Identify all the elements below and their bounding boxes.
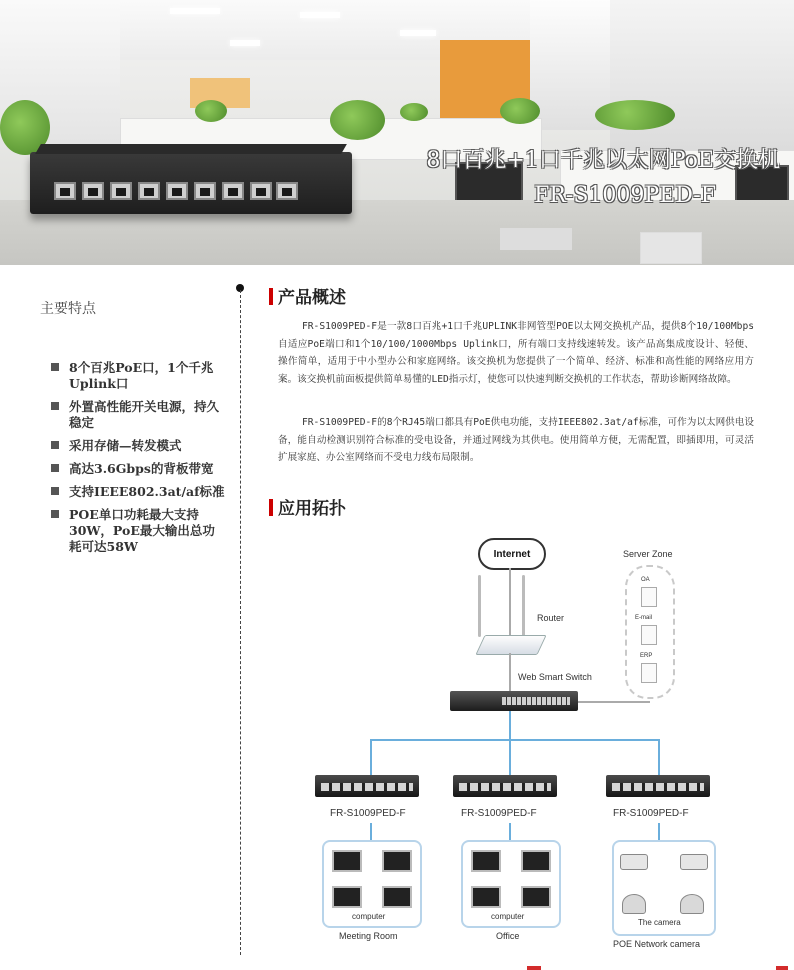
hero-banner xyxy=(0,0,794,265)
computer-icon xyxy=(471,886,501,908)
red-marker xyxy=(269,499,273,516)
rj45-port xyxy=(54,182,76,200)
ceiling-light xyxy=(230,40,260,46)
footer-accent xyxy=(776,966,788,970)
group-label: Meeting Room xyxy=(339,931,398,941)
rj45-port xyxy=(166,182,188,200)
topology-heading xyxy=(269,494,346,519)
dome-camera-icon xyxy=(680,894,704,914)
core-switch-label: Web Smart Switch xyxy=(518,672,592,682)
access-switch-device xyxy=(453,775,557,797)
link-line xyxy=(370,739,372,775)
link-line xyxy=(578,701,650,703)
overview-paragraph-1: FR-S1009PED-F是一款8口百兆+1口千兆UPLINK非网管型POE以太网交换机产品，提供8个10/100Mbps自适应PoE端口和1个10/100/1000Mbps Uplink口，所有端口支持线速转发。该产品高集成度设计、轻便、操作简单，适用于中小型办公和家庭网络。该交换机为您提供了一个简单、经济、标准和高性能的网络应用方案。该交换机前面板提供简单易懂的LED指示灯，使您可以快速判断交换机的工作状态，帮助诊断网络故障。 xyxy=(278,321,754,385)
features-list xyxy=(51,360,226,562)
feature-text: 高达3.6Gbps的背板带宽 xyxy=(69,461,214,476)
rj45-port xyxy=(222,182,244,200)
access-switch-label: FR-S1009PED-F xyxy=(613,808,689,819)
server-icon xyxy=(641,625,657,645)
computer-label: computer xyxy=(352,912,386,921)
access-switch-label: FR-S1009PED-F xyxy=(330,808,406,819)
link-line xyxy=(509,823,511,841)
topology-title: 应用拓扑 xyxy=(278,499,346,519)
access-switch-device xyxy=(315,775,419,797)
feature-item xyxy=(51,461,226,477)
ceiling-light xyxy=(400,30,436,36)
plant xyxy=(195,100,227,122)
link-line xyxy=(370,739,660,741)
square-bullet-icon xyxy=(51,464,59,472)
overview-paragraph-2: FR-S1009PED-F的8个RJ45端口都具有PoE供电功能，支持IEEE802.3at/af标准，可作为以太网供电设备，能自动检测识别符合标准的受电设备，并通过网线为其供电。使用简单方便，无需配置，即插即用，可灵活扩展家庭、办公室网络而不受电力线布局限制。 xyxy=(278,417,754,463)
core-switch-device xyxy=(450,691,578,711)
feature-item xyxy=(51,484,226,500)
computer-icon xyxy=(332,886,362,908)
feature-text: 支持IEEE802.3at/af标准 xyxy=(69,484,225,499)
square-bullet-icon xyxy=(51,363,59,371)
computer-icon xyxy=(382,886,412,908)
overview-title: 产品概述 xyxy=(278,288,346,308)
server-label: E-mail xyxy=(635,615,653,621)
link-line xyxy=(370,823,372,841)
computer-icon xyxy=(382,850,412,872)
switch-ports xyxy=(502,697,570,705)
switch-product-photo xyxy=(30,152,352,214)
feature-text: POE单口功耗最大支持30W，PoE最大输出总功耗可达58W xyxy=(69,507,215,554)
link-line xyxy=(509,653,511,693)
ceiling-light xyxy=(170,8,220,14)
feature-text: 采用存储—转发模式 xyxy=(69,438,182,453)
banner-model: FR-S1009PED-F xyxy=(534,183,716,208)
rj45-port xyxy=(110,182,132,200)
feature-text: 8个百兆PoE口，1个千兆Uplink口 xyxy=(69,360,214,391)
server-zone xyxy=(625,565,675,699)
link-line xyxy=(509,739,511,775)
feature-item xyxy=(51,399,226,431)
keyboard xyxy=(500,228,572,250)
computer-icon xyxy=(521,886,551,908)
dome-camera-icon xyxy=(622,894,646,914)
square-bullet-icon xyxy=(51,402,59,410)
camera-group xyxy=(612,840,716,936)
computer-icon xyxy=(471,850,501,872)
overview-heading xyxy=(269,283,346,308)
feature-text: 外置高性能开关电源，持久稳定 xyxy=(69,399,220,430)
plant xyxy=(500,98,540,124)
server-zone-label: Server Zone xyxy=(623,549,673,559)
column-divider xyxy=(240,290,241,955)
plant xyxy=(595,100,675,130)
access-switch-device xyxy=(606,775,710,797)
rj45-port xyxy=(250,182,272,200)
computer-icon xyxy=(332,850,362,872)
office-group xyxy=(461,840,561,928)
plant xyxy=(330,100,385,140)
uplink-port xyxy=(276,182,298,200)
topology-diagram xyxy=(300,535,720,960)
meeting-room-group xyxy=(322,840,422,928)
rj45-port xyxy=(82,182,104,200)
rj45-port xyxy=(138,182,160,200)
bullet-camera-icon xyxy=(680,854,708,870)
link-line xyxy=(509,568,511,638)
camera-label: The camera xyxy=(638,918,681,927)
switch-top xyxy=(35,144,347,154)
square-bullet-icon xyxy=(51,510,59,518)
group-label: Office xyxy=(496,931,520,941)
router-device xyxy=(475,635,546,655)
features-heading: 主要特点 xyxy=(40,301,96,317)
server-label: OA xyxy=(641,577,650,583)
ceiling-light xyxy=(300,12,340,18)
computer-icon xyxy=(521,850,551,872)
router-label: Router xyxy=(537,613,565,623)
footer-accent xyxy=(527,966,541,970)
switch-ports xyxy=(459,783,551,791)
router-antenna xyxy=(478,575,481,637)
group-label: POE Network camera xyxy=(613,939,701,949)
banner-title: 8口百兆+1口千兆以太网PoE交换机 xyxy=(426,148,780,173)
internet-cloud: Internet xyxy=(478,538,546,570)
access-switch-label: FR-S1009PED-F xyxy=(461,808,537,819)
server-icon xyxy=(641,663,657,683)
feature-item xyxy=(51,507,226,555)
red-marker xyxy=(269,288,273,305)
server-label: ERP xyxy=(640,653,653,659)
link-line xyxy=(658,823,660,841)
plant xyxy=(400,103,428,121)
bullet-camera-icon xyxy=(620,854,648,870)
switch-ports xyxy=(612,783,704,791)
feature-item xyxy=(51,438,226,454)
computer-label: computer xyxy=(491,912,525,921)
chair xyxy=(640,232,702,264)
feature-item xyxy=(51,360,226,392)
square-bullet-icon xyxy=(51,487,59,495)
server-icon xyxy=(641,587,657,607)
link-line xyxy=(509,711,511,739)
router-antenna xyxy=(522,575,525,637)
rj45-port xyxy=(194,182,216,200)
link-line xyxy=(658,739,660,775)
square-bullet-icon xyxy=(51,441,59,449)
switch-ports xyxy=(321,783,413,791)
